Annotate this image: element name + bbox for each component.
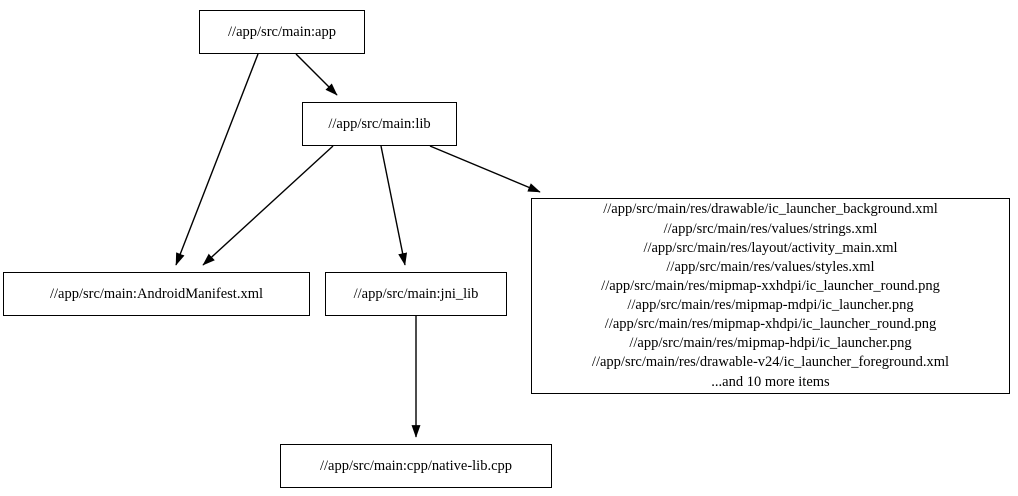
node-resources-line: //app/src/main/res/drawable-v24/ic_launcher_foreground.xml <box>591 354 950 371</box>
edge-app-to-androidmanifest <box>176 54 258 265</box>
node-resources-line: //app/src/main/res/values/strings.xml <box>663 220 878 237</box>
node-resources-line: //app/src/main/res/layout/activity_main.xml <box>643 239 898 256</box>
node-app-label: //app/src/main:app <box>228 23 336 40</box>
node-lib-label: //app/src/main:lib <box>328 115 431 132</box>
node-native-lib-cpp[interactable] <box>280 444 552 488</box>
edge-app-to-lib <box>296 54 337 95</box>
edge-lib-to-resources <box>430 146 540 192</box>
node-resources-line: //app/src/main/res/drawable/ic_launcher_background.xml <box>603 201 938 218</box>
node-resources[interactable] <box>531 198 1010 394</box>
node-resources-line: //app/src/main/res/mipmap-mdpi/ic_launcher.png <box>627 297 914 313</box>
node-resources-line: //app/src/main/res/values/styles.xml <box>666 258 875 275</box>
edge-lib-to-jni-lib <box>381 146 405 265</box>
node-resources-more-items: ...and 10 more items <box>711 373 830 390</box>
edge-lib-to-androidmanifest <box>203 146 333 265</box>
node-resources-line: //app/src/main/res/mipmap-xhdpi/ic_launcher_round.png <box>604 316 937 333</box>
node-lib[interactable] <box>302 102 457 146</box>
node-resources-line: //app/src/main/res/mipmap-xxhdpi/ic_launcher_round.png <box>601 277 940 294</box>
node-app[interactable] <box>199 10 365 54</box>
node-jni-lib-label: //app/src/main:jni_lib <box>353 285 479 302</box>
node-androidmanifest[interactable] <box>3 272 310 316</box>
node-native-lib-cpp-label: //app/src/main:cpp/native-lib.cpp <box>319 457 513 474</box>
node-androidmanifest-label: //app/src/main:AndroidManifest.xml <box>49 285 264 302</box>
node-resources-line: //app/src/main/res/mipmap-hdpi/ic_launcher.png <box>629 335 912 352</box>
node-jni-lib[interactable] <box>325 272 507 316</box>
node-resources-lines <box>540 200 1001 391</box>
